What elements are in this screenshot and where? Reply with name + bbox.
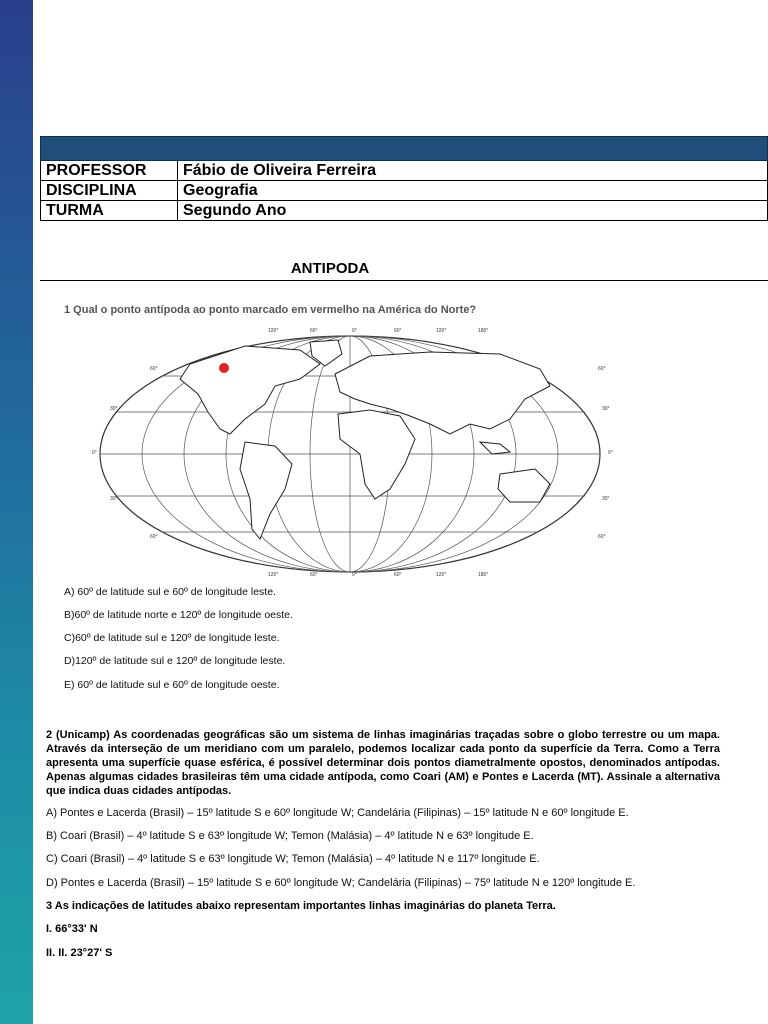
map-side-label: 30° — [110, 496, 118, 502]
question-2-option: D) Pontes e Lacerda (Brasil) – 15º latitude S e 60º longitude W; Candelária (Filipinas) – 75º latitude N e 120º longitude E. — [46, 877, 636, 889]
antipode-marker — [219, 363, 229, 373]
disciplina-value: Geografia — [178, 181, 768, 201]
question-2-text: 2 (Unicamp) As coordenadas geográficas são um sistema de linhas imaginárias traçadas sobre o globo terrestre ou um mapa. Através da interseção de um meridiano com um paralelo, podemos localizar cada ponto da superfície da Terra. Como a Terra apresenta uma superfície quase esférica, é possível determinar dois pontos diametralmente opostos, denominados antípodas. Apenas algumas cidades brasileiras têm uma cidade antípoda, como Coari (AM) e Pontes e Lacerda (MT). Assinale a alternativa que indica duas cidades antípodas. — [46, 729, 720, 797]
disciplina-label: DISCIPLINA — [41, 181, 178, 201]
map-side-label: 0° — [608, 450, 613, 456]
map-side-label: 30° — [602, 406, 610, 412]
question-3-text: 3 As indicações de latitudes abaixo representam importantes linhas imaginárias do planeta Terra. — [46, 900, 556, 912]
map-side-label: 60° — [598, 534, 606, 540]
question-2-option: B) Coari (Brasil) – 4º latitude S e 63º longitude W; Temon (Malásia) – 4º latitude N e 63º longitude E. — [46, 830, 534, 842]
header-table — [40, 136, 768, 221]
map-top-label: 60° — [394, 328, 402, 334]
header-row-turma — [41, 201, 768, 221]
map-bottom-label: 60° — [394, 572, 402, 578]
map-top-label: 180° — [478, 328, 489, 334]
map-top-label: 120° — [436, 328, 447, 334]
world-map-image — [70, 324, 630, 580]
question-1-option: D)120º de latitude sul e 120º de longitude leste. — [64, 655, 286, 667]
map-side-label: 60° — [150, 366, 158, 372]
document-page — [40, 0, 768, 1024]
professor-label: PROFESSOR — [41, 161, 178, 181]
map-top-label: 120° — [268, 328, 279, 334]
question-1-option: C)60º de latitude sul e 120º de longitude leste. — [64, 632, 280, 644]
question-3-item: II. II. 23°27' S — [46, 947, 113, 959]
header-row-disciplina — [41, 181, 768, 201]
question-1-option: B)60º de latitude norte e 120º de longitude oeste. — [64, 609, 293, 621]
question-1-option: A) 60º de latitude sul e 60º de longitude leste. — [64, 586, 276, 598]
header-row-professor — [41, 161, 768, 181]
question-3-item: I. 66°33' N — [46, 923, 98, 935]
turma-label: TURMA — [41, 201, 178, 221]
map-side-label: 60° — [598, 366, 606, 372]
map-side-label: 60° — [150, 534, 158, 540]
title-divider — [40, 280, 768, 281]
question-1-text: 1 Qual o ponto antípoda ao ponto marcado em vermelho na América do Norte? — [64, 304, 477, 316]
turma-value: Segundo Ano — [178, 201, 768, 221]
question-1-option: E) 60º de latitude sul e 60º de longitude oeste. — [64, 679, 280, 691]
map-side-label: 30° — [110, 406, 118, 412]
professor-value: Fábio de Oliveira Ferreira — [178, 161, 768, 181]
map-bottom-label: 120° — [268, 572, 279, 578]
decorative-sidebar — [0, 0, 33, 1024]
map-bottom-label: 60° — [310, 572, 318, 578]
header-table-banner — [41, 137, 768, 161]
page-title: ANTIPODA — [290, 260, 370, 277]
map-bottom-label: 120° — [436, 572, 447, 578]
map-bottom-label: 180° — [478, 572, 489, 578]
map-side-label: 30° — [602, 496, 610, 502]
map-side-label: 0° — [92, 450, 97, 456]
question-2-option: A) Pontes e Lacerda (Brasil) – 15º latitude S e 60º longitude W; Candelária (Filipinas) – 15º latitude N e 60º longitude E. — [46, 807, 629, 819]
map-top-label: 60° — [310, 328, 318, 334]
question-2-option: C) Coari (Brasil) – 4º latitude S e 63º longitude W; Temon (Malásia) – 4º latitude N e 117º longitude E. — [46, 853, 540, 865]
map-bottom-label: 0° — [352, 572, 357, 578]
map-top-label: 0° — [352, 328, 357, 334]
